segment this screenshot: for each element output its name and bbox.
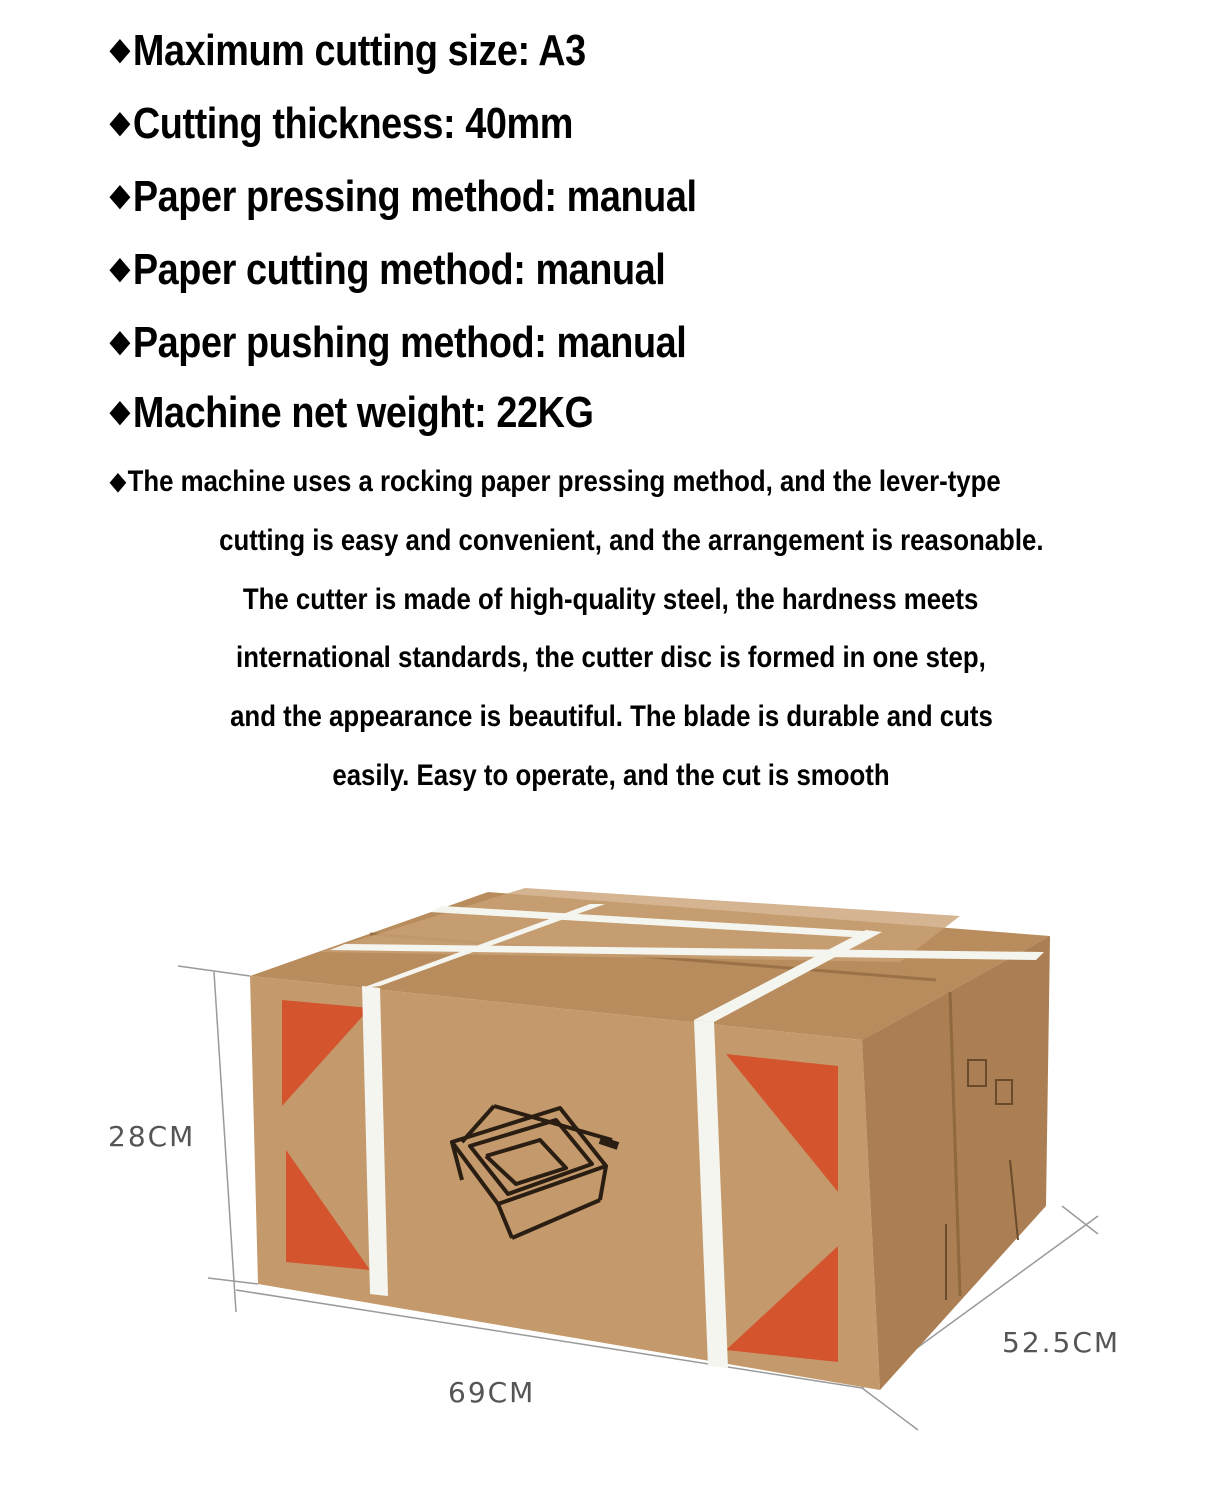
dimension-length-label: 69CM [448,1376,536,1409]
spec-text: Maximum cutting size: A3 [132,26,586,75]
dimension-height-label: 28CM [108,1120,196,1153]
shipping-box-illustration [0,860,1222,1460]
diamond-bullet-icon: ◆ [110,395,130,428]
spec-max-cutting-size [110,24,586,77]
diamond-bullet-icon: ◆ [110,325,130,358]
spec-paper-pushing-method [110,316,686,369]
description-line-5 [0,697,1222,737]
description-line-6 [0,756,1222,796]
description-line-1 [110,462,1001,502]
spec-text: Cutting thickness: 40mm [132,99,573,148]
spec-paper-pressing-method [110,170,697,223]
dimension-width-label: 52.5CM [1002,1326,1121,1359]
diamond-bullet-icon: ◆ [110,106,130,139]
description-text: easily. Easy to operate, and the cut is smooth [332,759,890,792]
description-text: and the appearance is beautiful. The blade is durable and cuts [229,700,993,733]
description-text: The machine uses a rocking paper pressing method, and the lever-type [127,465,1001,498]
description-text: cutting is easy and convenient, and the arrangement is reasonable. [218,524,1044,557]
spec-cutting-thickness [110,97,573,150]
diamond-bullet-icon: ◆ [110,33,130,66]
spec-text: Paper pressing method: manual [132,172,697,221]
spec-text: Machine net weight: 22KG [132,388,594,437]
description-text: international standards, the cutter disc is formed in one step, [236,641,986,674]
description-text: The cutter is made of high-quality steel, the hardness meets [243,583,979,616]
description-line-2 [20,521,1222,561]
description-line-3 [0,580,1222,620]
spec-text: Paper cutting method: manual [132,245,666,294]
description-line-4 [0,638,1222,678]
diamond-bullet-icon: ◆ [110,252,130,285]
spec-text: Paper pushing method: manual [132,318,687,367]
diamond-bullet-icon: ◆ [110,468,126,495]
diamond-bullet-icon: ◆ [110,179,130,212]
spec-paper-cutting-method [110,243,665,296]
spec-machine-net-weight [110,386,594,439]
